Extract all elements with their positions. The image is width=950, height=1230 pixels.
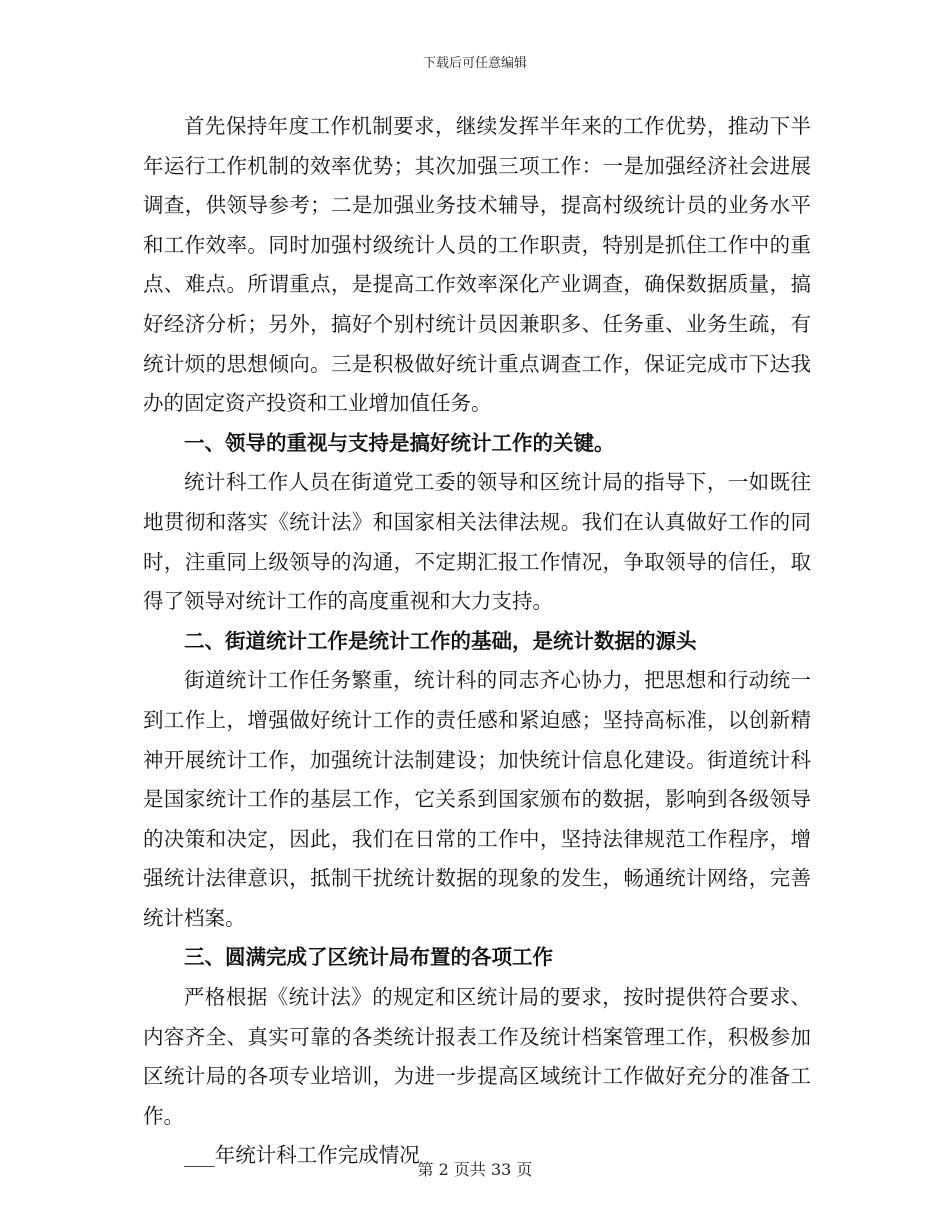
paragraph-foundation: 街道统计工作任务繁重，统计科的同志齐心协力，把思想和行动统一到工作上，增强做好统计工作的责任感和紧迫感；坚持高标准，以创新精神开展统计工作，加强统计法制建设；加快统计信息化建设。街道统计科是国家统计工作的基层工作，它关系到国家颁布的数据，影响到各级领导的决策和决定，因此，我们在日常的工作中，坚持法律规范工作程序，增强统计法律意识，抵制干扰统计数据的现象的发生，畅通统计网络，完善统计档案。 (143, 668, 811, 930)
paragraph-completion-title: ___年统计科工作完成情况 (184, 1143, 420, 1168)
paragraph-work-mechanism: 首先保持年度工作机制要求，继续发挥半年来的工作优势，推动下半年运行工作机制的效率优势；其次加强三项工作：一是加强经济社会进展调查，供领导参考；二是加强业务技术辅导，提高村级统计员的业务水平和工作效率。同时加强村级统计人员的工作职责，特别是抓住工作中的重点、难点。所谓重点，是提高工作效率深化产业调查，确保数据质量，搞好经济分析；另外，搞好个别村统计员因兼职多、任务重、业务生疏，有统计烦的思想倾向。三是积极做好统计重点调查工作，保证完成市下达我办的固定资产投资和工业增加值任务。 (143, 114, 811, 416)
page-number: 第 2 页共 33 页 (417, 1160, 533, 1179)
paragraph-tasks: 严格根据《统计法》的规定和区统计局的要求，按时提供符合要求、内容齐全、真实可靠的各类统计报表工作及统计档案管理工作，积极参加区统计局的各项专业培训，为进一步提高区域统计工作做好充分的准备工作。 (143, 985, 811, 1128)
paragraph-leadership: 统计科工作人员在街道党工委的领导和区统计局的指导下，一如既往地贯彻和落实《统计法》和国家相关法律法规。我们在认真做好工作的同时，注重同上级领导的沟通，不定期汇报工作情况，争取领导的信任，取得了领导对统计工作的高度重视和大力支持。 (143, 470, 811, 614)
document-body (143, 107, 811, 1176)
section-heading-leadership: 一、领导的重视与支持是搞好统计工作的关键。 (184, 430, 615, 455)
section-heading-foundation: 二、街道统计工作是统计工作的基础，是统计数据的源头 (184, 628, 697, 653)
page-header: 下载后可任意编辑 (422, 56, 527, 71)
section-heading-tasks: 三、圆满完成了区统计局布置的各项工作 (184, 945, 553, 970)
